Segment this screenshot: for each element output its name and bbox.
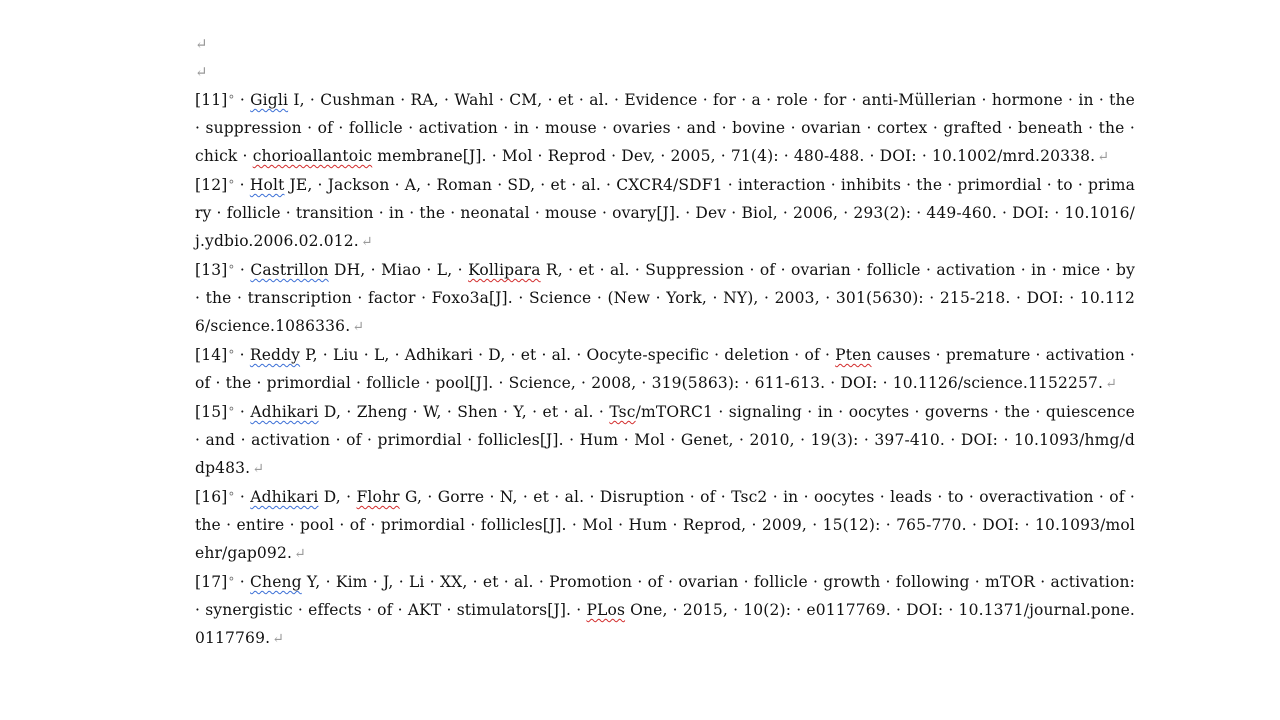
- reference-text: causes · premature · activation · of · the · primordial · follicle · pool[J]. · Science, · 2008, · 319(5863): · 611-613. · DOI: · 10.1126/science.1152257.: [195, 346, 1136, 392]
- first-author: Adhikari: [250, 488, 319, 506]
- reference-text: membrane[J]. · Mol · Reprod · Dev, · 2005, · 71(4): · 480-488. · DOI: · 10.1002/mrd.20338.: [372, 147, 1096, 165]
- reference-text: /mTORC1 · signaling · in · oocytes · governs · the · quiescence · and · activation · of · primordial · follicles[J]. · Hum · Mol · Genet, · 2010, · 19(3): · 397-410. · DOI: · 10.1093/hmg/ddp483.: [195, 403, 1136, 477]
- empty-paragraph: ↵: [195, 63, 208, 81]
- reference-text: One, · 2015, · 10(2): · e0117769. · DOI: · 10.1371/journal.pone.0117769.: [195, 601, 1135, 647]
- reference-marker: °: [228, 93, 235, 107]
- empty-paragraph: ↵: [195, 35, 208, 53]
- spellcheck-flagged-word: Pten: [835, 346, 872, 364]
- reference-12: [12]° · Holt JE, · Jackson · A, · Roman · SD, · et · al. · CXCR4/SDF1 · interaction · inhibits · the · primordial · to · primary · follicle · transition · in · the · neonatal · mouse · ovary[J]. · Dev · Biol, · 2006, · 293(2): · 449-460. · DOI: · 10.1016/j.ydbio.2006.02.012. ↵: [195, 176, 1135, 250]
- reference-text: DH, · Miao · L, ·: [328, 261, 469, 279]
- first-author: Holt: [249, 176, 285, 194]
- spellcheck-flagged-word: Flohr: [356, 488, 400, 506]
- reference-marker: °: [228, 178, 235, 192]
- reference-number: [12]: [195, 176, 228, 194]
- spellcheck-flagged-word: PLos: [586, 601, 626, 619]
- spellcheck-flagged-word: Tsc: [609, 403, 636, 421]
- reference-number: [15]: [195, 403, 228, 421]
- spellcheck-flagged-word: chorioallantoic: [252, 147, 373, 165]
- reference-15: [15]° · Adhikari D, · Zheng · W, · Shen · Y, · et · al. · Tsc/mTORC1 · signaling · in · oocytes · governs · the · quiescence · and · activation · of · primordial · follicles[J]. · Hum · Mol · Genet, · 2010, · 19(3): · 397-410. · DOI: · 10.1093/hmg/ddp483. ↵: [195, 403, 1136, 477]
- reference-14: [14]° · Reddy P, · Liu · L, · Adhikari · D, · et · al. · Oocyte-specific · deletion · of · Pten causes · premature · activation · of · the · primordial · follicle · pool[J]. · Science, · 2008, · 319(5863): · 611-613. · DOI: · 10.1126/science.1152257. ↵: [195, 346, 1136, 392]
- spellcheck-flagged-word: Kollipara: [468, 261, 541, 279]
- document-page[interactable]: [195, 30, 1135, 653]
- reference-marker: °: [228, 348, 235, 362]
- reference-number: [13]: [195, 261, 228, 279]
- reference-number: [17]: [195, 573, 228, 591]
- reference-13: [13]° · Castrillon DH, · Miao · L, · Kollipara R, · et · al. · Suppression · of · ovarian · follicle · activation · in · mice · by · the · transcription · factor · Foxo3a[J]. · Science · (New · York, · NY), · 2003, · 301(5630): · 215-218. · DOI: · 10.1126/science.1086336. ↵: [195, 261, 1135, 335]
- reference-text: P, · Liu · L, · Adhikari · D, · et · al. · Oocyte-specific · deletion · of ·: [300, 346, 836, 364]
- paragraph-mark-icon: ↵: [1097, 149, 1110, 165]
- reference-text: JE, · Jackson · A, · Roman · SD, · et · al. · CXCR4/SDF1 · interaction · inhibits · the · primordial · to · primary · follicle · transition · in · the · neonatal · mouse · ovary[J]. · Dev · Biol, · 2006, · 293(2): · 449-460. · DOI: · 10.1016/j.ydbio.2006.02.012.: [195, 176, 1135, 250]
- paragraph-mark-icon: ↵: [1105, 376, 1118, 392]
- reference-marker: °: [228, 575, 235, 589]
- reference-marker: °: [228, 405, 235, 419]
- reference-text: Y, · Kim · J, · Li · XX, · et · al. · Promotion · of · ovarian · follicle · growth · following · mTOR · activation: · synergistic · effects · of · AKT · stimulators[J]. ·: [195, 573, 1135, 619]
- reference-16: [16]° · Adhikari D, · Flohr G, · Gorre · N, · et · al. · Disruption · of · Tsc2 · in · oocytes · leads · to · overactivation · of · the · entire · pool · of · primordial · follicles[J]. · Mol · Hum · Reprod, · 2009, · 15(12): · 765-770. · DOI: · 10.1093/molehr/gap092. ↵: [195, 488, 1135, 562]
- paragraph-mark-icon: ↵: [252, 461, 265, 477]
- reference-text: I, · Cushman · RA, · Wahl · CM, · et · al. · Evidence · for · a · role · for · anti-Müllerian · hormone · in · the · suppression · of · follicle · activation · in · mouse · ovaries · and · bovine · ovarian · cortex · grafted · beneath · the · chick ·: [195, 91, 1135, 165]
- reference-17: [17]° · Cheng Y, · Kim · J, · Li · XX, · et · al. · Promotion · of · ovarian · follicle · growth · following · mTOR · activation: · synergistic · effects · of · AKT · stimulators[J]. · PLos One, · 2015, · 10(2): · e0117769. · DOI: · 10.1371/journal.pone.0117769. ↵: [195, 573, 1135, 647]
- paragraph-mark-icon: ↵: [272, 631, 285, 647]
- first-author: Gigli: [250, 91, 289, 109]
- reference-number: [11]: [195, 91, 228, 109]
- reference-marker: °: [228, 263, 235, 277]
- reference-number: [14]: [195, 346, 228, 364]
- reference-text: D, ·: [318, 488, 357, 506]
- paragraph-mark-icon: ↵: [360, 234, 373, 250]
- reference-number: [16]: [195, 488, 228, 506]
- first-author: Cheng: [250, 573, 302, 591]
- reference-text: D, · Zheng · W, · Shen · Y, · et · al. ·: [318, 403, 610, 421]
- paragraph-mark-icon: ↵: [294, 546, 306, 562]
- first-author: Reddy: [249, 346, 301, 364]
- reference-text: G, · Gorre · N, · et · al. · Disruption · of · Tsc2 · in · oocytes · leads · to · overactivation · of · the · entire · pool · of · primordial · follicles[J]. · Mol · Hum · Reprod, · 2009, · 15(12): · 765-770. · DOI: · 10.1093/molehr/gap092.: [195, 488, 1135, 562]
- first-author: Adhikari: [250, 403, 319, 421]
- reference-11: [11]° · Gigli I, · Cushman · RA, · Wahl · CM, · et · al. · Evidence · for · a · role · for · anti-Müllerian · hormone · in · the · suppression · of · follicle · activation · in · mouse · ovaries · and · bovine · ovarian · cortex · grafted · beneath · the · chick · chorioallantoic membrane[J]. · Mol · Reprod · Dev, · 2005, · 71(4): · 480-488. · DOI: · 10.1002/mrd.20338. ↵: [195, 91, 1135, 165]
- reference-text: R, · et · al. · Suppression · of · ovarian · follicle · activation · in · mice · by · the · transcription · factor · Foxo3a[J]. · Science · (New · York, · NY), · 2003, · 301(5630): · 215-218. · DOI: · 10.1126/science.1086336.: [195, 261, 1135, 335]
- reference-marker: °: [228, 490, 235, 504]
- paragraph-mark-icon: ↵: [352, 319, 365, 335]
- first-author: Castrillon: [250, 261, 329, 279]
